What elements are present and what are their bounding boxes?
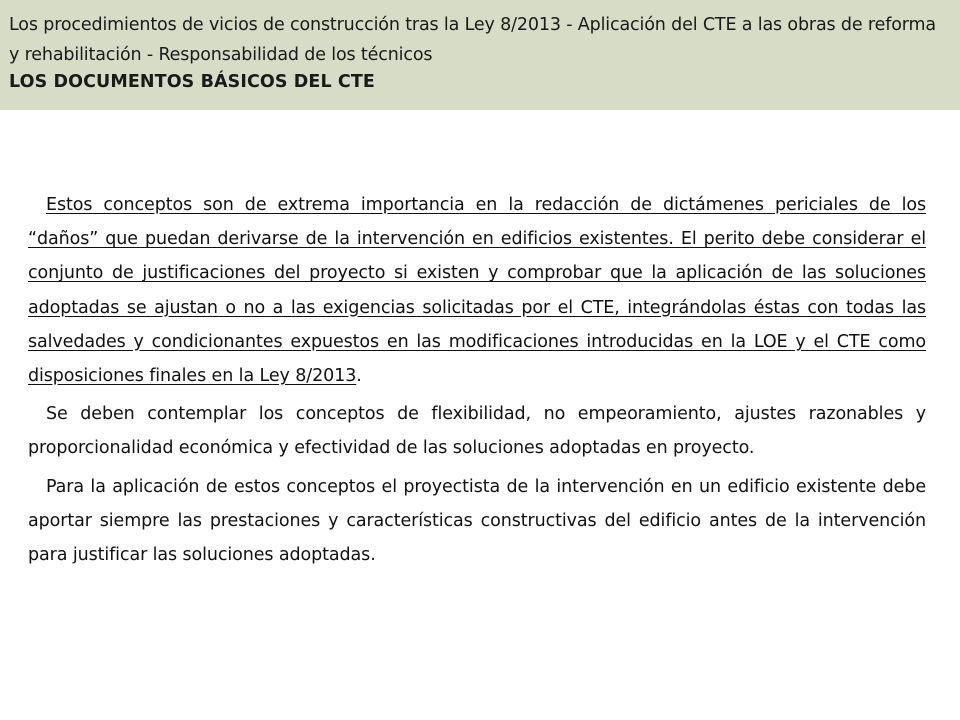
paragraph-1-underlined-text: Estos conceptos son de extrema importancia en la redacción de dictámenes periciales de los “daños” que puedan derivarse de la intervención en edificios existentes. El perito debe considerar el conjunto de justificaciones del proyecto si existen y comprobar que la aplicación de las soluciones adoptadas se ajustan o no a las exigencias solicitadas por el CTE, integrándolas éstas con todas las salvedades y condicionantes expuestos en las modificaciones introducidas en la LOE y el CTE como disposiciones finales en la Ley 8/2013 xyxy=(28,195,926,387)
paragraph-1 xyxy=(28,188,926,393)
main-content xyxy=(28,188,926,572)
paragraph-1-end: . xyxy=(356,366,362,387)
page-title: LOS DOCUMENTOS BÁSICOS DEL CTE xyxy=(9,72,375,92)
header-banner xyxy=(0,0,960,110)
paragraph-3: Para la aplicación de estos conceptos el proyectista de la intervención en un edificio existente debe aportar siempre las prestaciones y características constructivas del edificio antes de la intervención para justificar las soluciones adoptadas. xyxy=(28,476,926,566)
paragraph-2: Se deben contemplar los conceptos de flexibilidad, no empeoramiento, ajustes razonables y proporcionalidad económica y efectividad de las soluciones adoptadas en proyecto. xyxy=(28,404,926,459)
header-subtitle: Los procedimientos de vicios de construcción tras la Ley 8/2013 - Aplicación del CTE a las obras de reforma y rehabilitación - Responsabilidad de los técnicos xyxy=(9,15,936,65)
